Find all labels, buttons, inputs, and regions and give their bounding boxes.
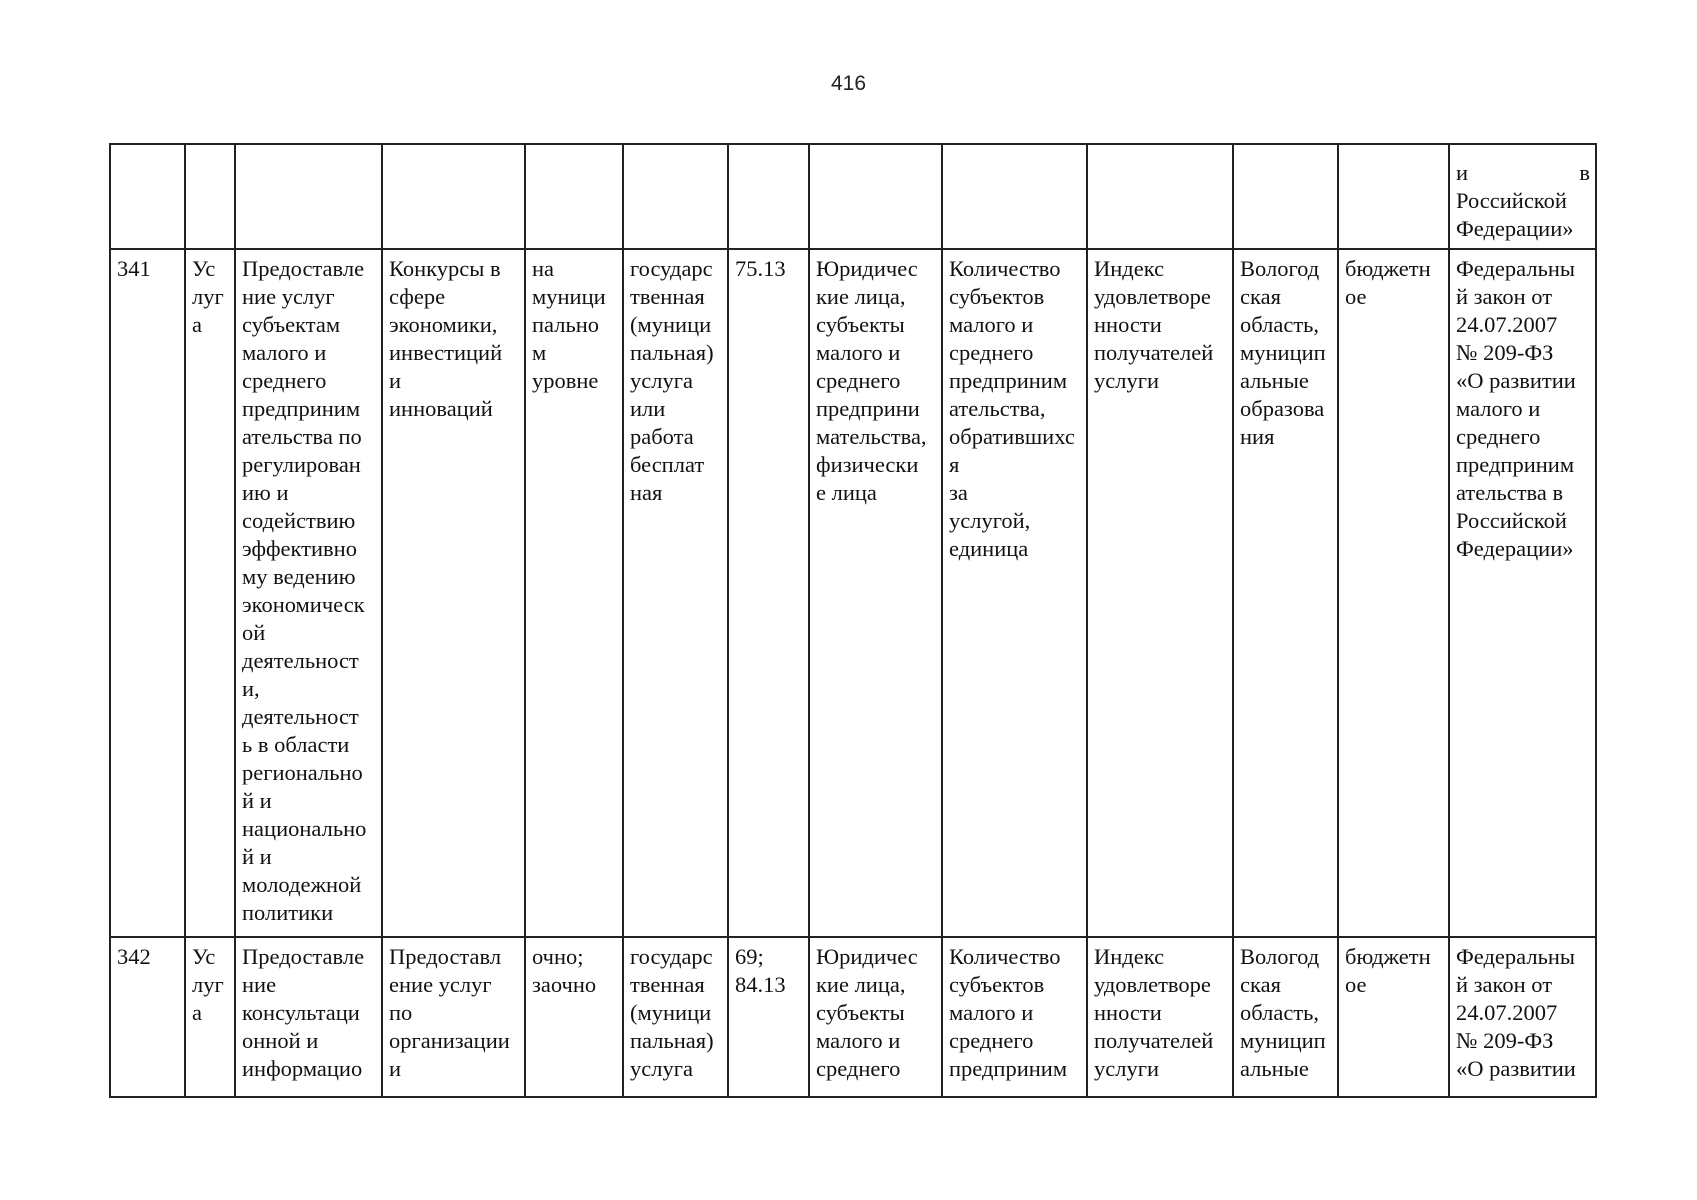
row-financing: бюджетн ое	[1345, 944, 1431, 997]
row-name: Предоставле ние услуг субъектам малого и среднего предприним ательства по регулирован ию и содействию эффективно му ведению экономическ ой деятельност и, деятельност ь в области региональнo й и национальнo й и молодежной политики	[242, 256, 367, 925]
cell-type	[185, 937, 235, 1097]
row-territory: Вологод ская область, муницип альные образова ния	[1240, 256, 1326, 449]
cell-territory	[1233, 937, 1338, 1097]
table-row-continuation	[110, 144, 1596, 249]
table-row	[110, 249, 1596, 937]
cell-number	[110, 937, 185, 1097]
row-volume-indicator: Количество субъектов малого и среднего предприним	[949, 944, 1068, 1081]
table-row	[110, 937, 1596, 1097]
row-number: 342	[117, 944, 151, 969]
cell-okved	[728, 937, 809, 1097]
row-legal-basis: Федеральны й закон от 24.07.2007 № 209-ФЗ «О развитии	[1456, 944, 1576, 1081]
cell-name	[235, 144, 382, 249]
row-okved: 69; 84.13	[735, 944, 786, 997]
row-recipients: Юридичес кие лица, субъекты малого и среднего	[816, 944, 918, 1081]
row-legal-basis: Федеральны й закон от 24.07.2007 № 209-ФЗ «О развитии малого и среднего предприним ательства в Российской Федерации»	[1456, 256, 1576, 561]
cell-okved	[728, 144, 809, 249]
row-type: Ус луг а	[192, 256, 224, 337]
page-number-text: 416	[830, 72, 867, 95]
row-territory: Вологод ская область, муницип альные	[1240, 944, 1326, 1081]
cell-recipients	[809, 937, 942, 1097]
services-registry-table	[109, 143, 1597, 1098]
row-sphere: Предоставл ение услуг по организации и	[389, 944, 510, 1081]
legal-basis-word-2: в	[1579, 160, 1590, 185]
cell-territory	[1233, 249, 1338, 937]
row-number: 341	[117, 256, 151, 281]
row-quality-indicator: Индекс удовлетворе нности получателей услуги	[1094, 944, 1214, 1081]
row-name: Предоставле ние консультаци онной и информацио	[242, 944, 365, 1081]
legal-basis-first-line	[1456, 159, 1590, 187]
row-recipients: Юридичес кие лица, субъекты малого и среднего предприни мательства, физически е лица	[816, 256, 927, 505]
cell-volume-indicator	[942, 937, 1087, 1097]
cell-name	[235, 249, 382, 937]
cell-name	[235, 937, 382, 1097]
cell-legal-basis	[1449, 249, 1596, 937]
legal-basis-word-1: и	[1456, 160, 1469, 185]
cell-type	[185, 249, 235, 937]
cell-number	[110, 249, 185, 937]
row-category: государс твенная (муници пальная) услуга	[630, 944, 714, 1081]
cell-recipients	[809, 249, 942, 937]
cell-sphere	[382, 144, 525, 249]
legal-basis-text: Российской Федерации»	[1456, 188, 1574, 241]
row-level: очно; заочно	[532, 944, 597, 997]
cell-legal-basis	[1449, 144, 1596, 249]
cell-territory	[1233, 144, 1338, 249]
cell-level	[525, 937, 623, 1097]
cell-type	[185, 144, 235, 249]
cell-legal-basis	[1449, 937, 1596, 1097]
cell-category	[623, 249, 728, 937]
cell-quality-indicator	[1087, 249, 1233, 937]
row-level: на муници пально м уровне	[532, 256, 606, 393]
row-type: Ус луг а	[192, 944, 224, 1025]
cell-category	[623, 144, 728, 249]
cell-financing	[1338, 144, 1449, 249]
cell-quality-indicator	[1087, 144, 1233, 249]
page-number	[0, 72, 1697, 96]
cell-volume-indicator	[942, 144, 1087, 249]
cell-sphere	[382, 937, 525, 1097]
cell-volume-indicator	[942, 249, 1087, 937]
cell-quality-indicator	[1087, 937, 1233, 1097]
row-financing: бюджетн ое	[1345, 256, 1431, 309]
cell-category	[623, 937, 728, 1097]
cell-financing	[1338, 249, 1449, 937]
row-sphere: Конкурсы в сфере экономики, инвестиций и инноваций	[389, 256, 503, 421]
cell-sphere	[382, 249, 525, 937]
row-category: государс твенная (муници пальная) услуга или работа бесплат ная	[630, 256, 714, 505]
row-quality-indicator: Индекс удовлетворе нности получателей услуги	[1094, 256, 1214, 393]
cell-financing	[1338, 937, 1449, 1097]
row-volume-indicator: Количество субъектов малого и среднего предприним ательства, обратившихся за услугой, единица	[949, 256, 1075, 561]
cell-recipients	[809, 144, 942, 249]
cell-number	[110, 144, 185, 249]
row-okved: 75.13	[735, 256, 786, 281]
cell-level	[525, 249, 623, 937]
cell-level	[525, 144, 623, 249]
cell-okved	[728, 249, 809, 937]
